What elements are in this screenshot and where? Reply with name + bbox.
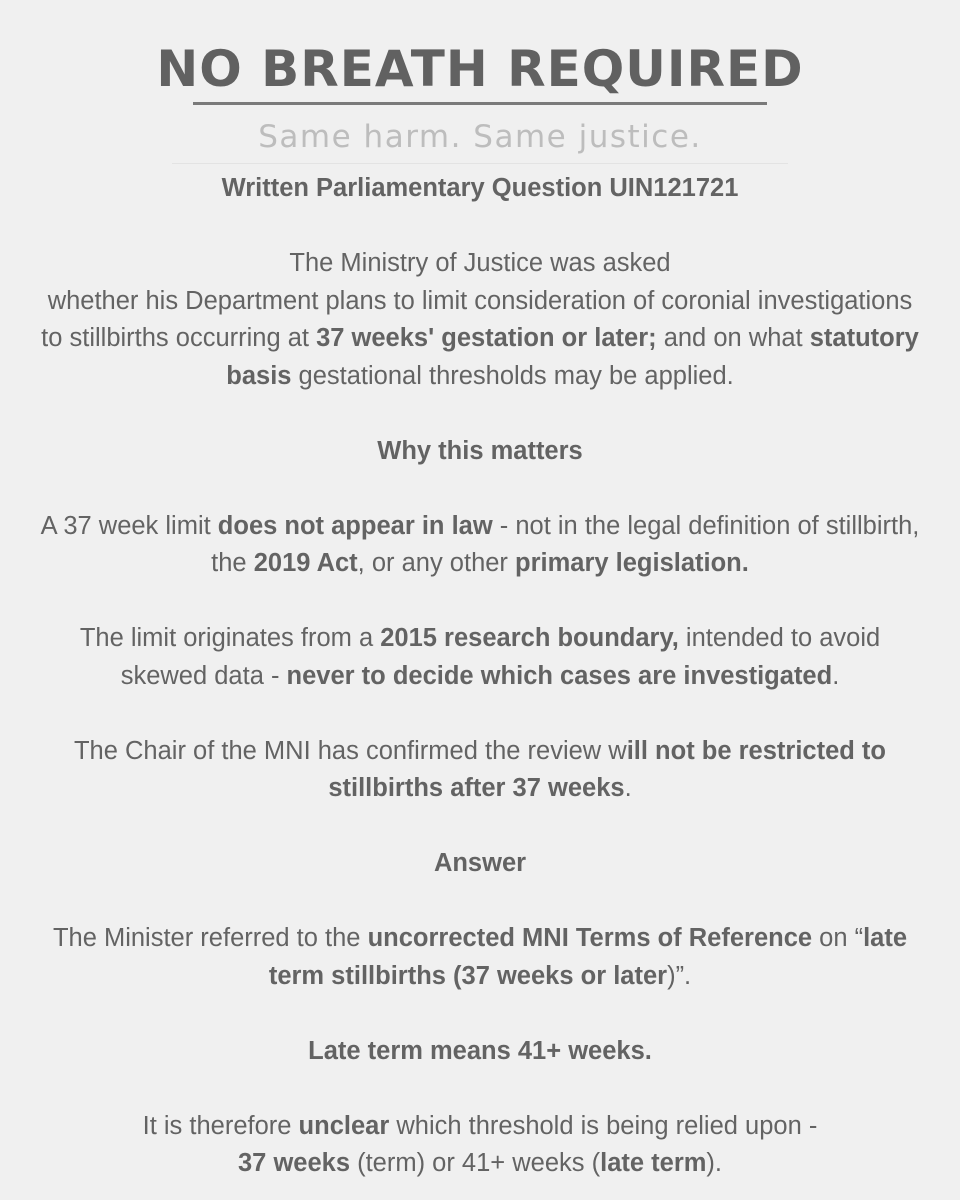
emphasis-text: does not appear in law xyxy=(217,511,493,540)
body-text: skewed data - xyxy=(120,661,287,690)
emphasis-text: 37 weeks xyxy=(238,1149,351,1177)
why-paragraph-law xyxy=(0,508,960,583)
answer-paragraph-conclusion xyxy=(0,1108,960,1183)
main-content xyxy=(0,170,960,1183)
emphasis-text: unclear xyxy=(298,1111,390,1140)
why-paragraph-chair xyxy=(0,733,960,808)
answer-heading: Answer xyxy=(433,849,527,877)
emphasis-text: 37 weeks' gestation or later; xyxy=(316,324,657,352)
question-intro: The Ministry of Justice was asked xyxy=(289,249,671,277)
emphasis-text: never to decide which cases are investigated xyxy=(286,661,833,690)
question-line: to stillbirths occurring at xyxy=(41,324,317,352)
tagline: Same harm. Same justice. xyxy=(258,119,702,155)
body-text: The Chair of the MNI has confirmed the review w xyxy=(73,736,627,765)
emphasis-text: late xyxy=(863,924,908,952)
late-term-definition: Late term means 41+ weeks. xyxy=(308,1036,652,1065)
body-text: the xyxy=(211,549,254,577)
emphasis-text: primary legislation. xyxy=(515,549,749,577)
emphasis-text: ill not be restricted to xyxy=(626,736,887,765)
question-heading: Written Parliamentary Question UIN121721 xyxy=(221,174,739,202)
emphasis-text: term stillbirths (37 weeks or later xyxy=(268,961,668,990)
body-text: - not in the legal definition of stillbirth, xyxy=(492,511,920,540)
body-text: ). xyxy=(706,1149,722,1177)
body-text: , or any other xyxy=(357,549,516,577)
masthead xyxy=(0,40,960,164)
question-line: and on what xyxy=(656,324,810,352)
body-text: The limit originates from a xyxy=(79,624,381,652)
emphasis-text: statutory xyxy=(809,324,919,352)
body-text: )”. xyxy=(667,961,692,990)
title-underline xyxy=(193,102,767,105)
why-paragraph-origin xyxy=(0,620,960,695)
emphasis-text: 2019 Act xyxy=(253,549,358,577)
emphasis-text: stillbirths after 37 weeks xyxy=(328,774,625,802)
body-text: on “ xyxy=(812,924,864,952)
answer-paragraph-reference xyxy=(0,920,960,995)
why-heading: Why this matters xyxy=(377,436,583,465)
body-text: (term) or 41+ weeks ( xyxy=(350,1149,601,1177)
body-text: intended to avoid xyxy=(678,624,881,652)
body-text: It is therefore xyxy=(142,1111,299,1140)
body-text: which threshold is being relied upon - xyxy=(389,1111,818,1140)
tagline-divider xyxy=(172,163,788,164)
body-text: A 37 week limit xyxy=(40,511,218,540)
emphasis-text: 2015 research boundary, xyxy=(380,624,679,652)
question-line: whether his Department plans to limit consideration of coronial investigations xyxy=(47,286,913,315)
emphasis-text: basis xyxy=(226,361,292,390)
emphasis-text: late term xyxy=(600,1149,707,1177)
question-text xyxy=(0,245,960,395)
body-text: . xyxy=(624,774,632,802)
body-text: . xyxy=(832,661,840,690)
emphasis-text: uncorrected MNI Terms of Reference xyxy=(367,924,813,952)
question-line: gestational thresholds may be applied. xyxy=(291,361,734,390)
page-title: NO BREATH REQUIRED xyxy=(156,40,804,98)
body-text: The Minister referred to the xyxy=(52,924,368,952)
